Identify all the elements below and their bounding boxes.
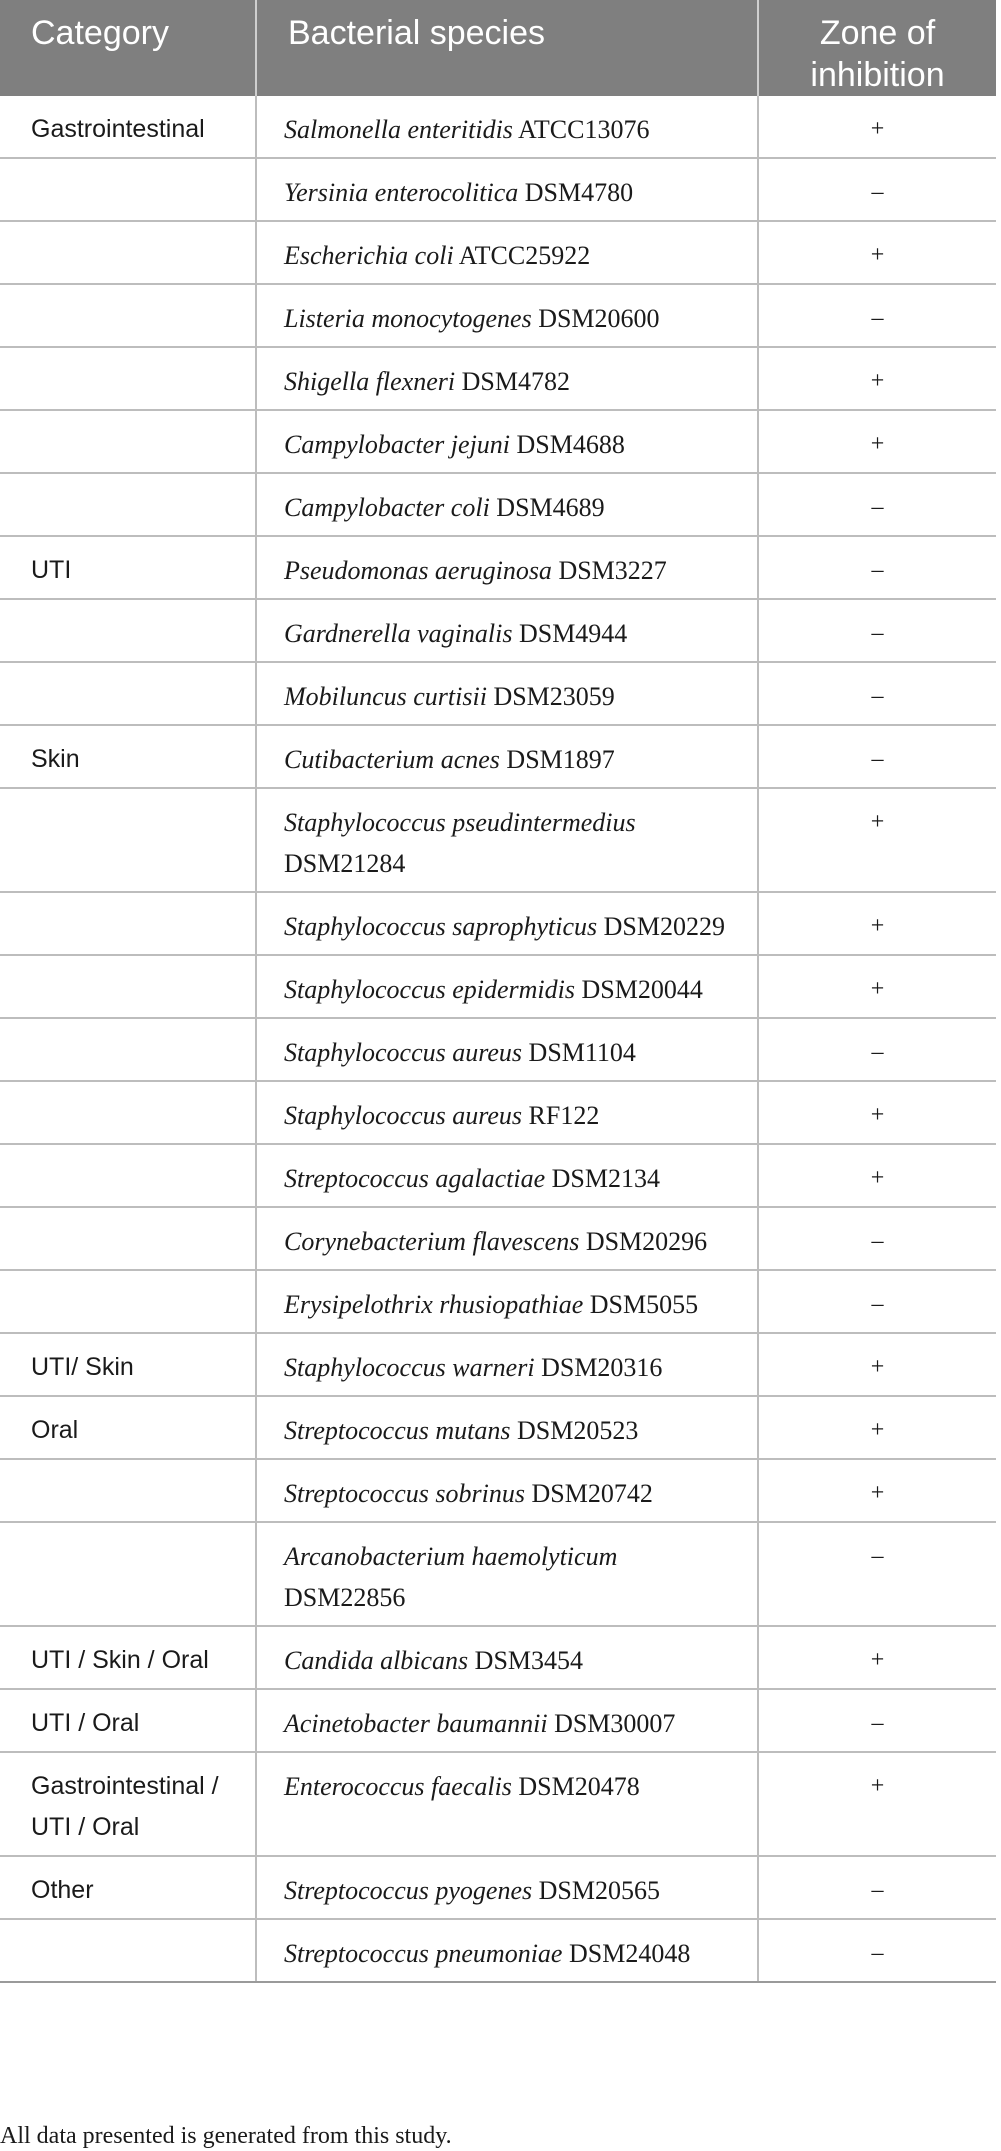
- zone-cell: –: [758, 725, 996, 788]
- species-cell: [256, 410, 758, 473]
- species-cell: [256, 1689, 758, 1752]
- table-row: [0, 892, 996, 955]
- category-cell: Skin: [0, 725, 256, 788]
- zone-cell: +: [758, 1333, 996, 1396]
- species-name: Corynebacterium flavescens: [284, 1227, 580, 1256]
- strain-id: DSM22856: [284, 1583, 406, 1612]
- zone-cell: –: [758, 1270, 996, 1333]
- species-cell: [256, 1522, 758, 1626]
- category-cell: [0, 1522, 256, 1626]
- strain-id: DSM1104: [528, 1038, 636, 1067]
- table-row: [0, 788, 996, 892]
- category-cell: [0, 347, 256, 410]
- zone-cell: –: [758, 1207, 996, 1270]
- species-name: Candida albicans: [284, 1646, 469, 1675]
- species-cell: [256, 1856, 758, 1919]
- zone-cell: –: [758, 158, 996, 221]
- species-cell: [256, 1396, 758, 1459]
- species-cell: [256, 662, 758, 725]
- strain-id: DSM20523: [517, 1416, 639, 1445]
- strain-id: DSM21284: [284, 849, 406, 878]
- strain-id: DSM4689: [496, 493, 605, 522]
- species-cell: [256, 1626, 758, 1689]
- zone-cell: –: [758, 1919, 996, 1982]
- species-cell: [256, 1018, 758, 1081]
- species-name: Streptococcus pneumoniae: [284, 1939, 563, 1968]
- species-cell: [256, 955, 758, 1018]
- table-row: [0, 1459, 996, 1522]
- zone-cell: +: [758, 96, 996, 158]
- species-cell: [256, 96, 758, 158]
- category-cell: [0, 1081, 256, 1144]
- zone-cell: –: [758, 662, 996, 725]
- table-row: [0, 1270, 996, 1333]
- category-cell: [0, 410, 256, 473]
- strain-id: DSM3454: [474, 1646, 584, 1675]
- zone-cell: +: [758, 1144, 996, 1207]
- species-name: Cutibacterium acnes: [284, 745, 500, 774]
- category-cell: Gastrointestinal / UTI / Oral: [0, 1752, 256, 1856]
- category-cell: [0, 1207, 256, 1270]
- table-row: [0, 473, 996, 536]
- table-row: [0, 1626, 996, 1689]
- table-row: [0, 599, 996, 662]
- table-row: [0, 1919, 996, 1982]
- table-row: [0, 536, 996, 599]
- species-name: Streptococcus pyogenes: [284, 1876, 533, 1905]
- species-name: Enterococcus faecalis: [284, 1772, 512, 1801]
- table-row: [0, 1018, 996, 1081]
- species-name: Campylobacter coli: [284, 493, 490, 522]
- category-cell: [0, 1919, 256, 1982]
- table-row: [0, 955, 996, 1018]
- category-cell: Gastrointestinal: [0, 96, 256, 158]
- table-row: [0, 662, 996, 725]
- species-name: Erysipelothrix rhusiopathiae: [284, 1290, 584, 1319]
- zone-cell: +: [758, 221, 996, 284]
- species-name: Streptococcus agalactiae: [284, 1164, 546, 1193]
- category-cell: [0, 662, 256, 725]
- species-cell: [256, 1459, 758, 1522]
- zone-cell: +: [758, 788, 996, 892]
- category-cell: [0, 1018, 256, 1081]
- strain-id: DSM24048: [568, 1939, 691, 1968]
- species-cell: [256, 1333, 758, 1396]
- strain-id: DSM20478: [518, 1772, 640, 1801]
- species-name: Escherichia coli: [284, 241, 454, 270]
- species-name: Yersinia enterocolitica: [284, 178, 519, 207]
- zone-cell: +: [758, 1626, 996, 1689]
- strain-id: DSM4688: [516, 430, 625, 459]
- category-cell: [0, 599, 256, 662]
- species-name: Mobiluncus curtisii: [284, 682, 487, 711]
- table-row: [0, 158, 996, 221]
- table-row: [0, 1207, 996, 1270]
- table-row: [0, 1689, 996, 1752]
- table-row: [0, 1333, 996, 1396]
- category-cell: [0, 158, 256, 221]
- species-name: Shigella flexneri: [284, 367, 456, 396]
- strain-id: DSM20600: [538, 304, 660, 333]
- strain-id: DSM20565: [538, 1876, 660, 1905]
- strain-id: DSM2134: [551, 1164, 660, 1193]
- zone-cell: +: [758, 1459, 996, 1522]
- category-cell: Other: [0, 1856, 256, 1919]
- zone-cell: –: [758, 1522, 996, 1626]
- table-row: [0, 284, 996, 347]
- strain-id: DSM3227: [558, 556, 667, 585]
- species-name: Streptococcus mutans: [284, 1416, 511, 1445]
- strain-id: ATCC13076: [518, 115, 650, 144]
- species-cell: [256, 892, 758, 955]
- species-name: Gardnerella vaginalis: [284, 619, 513, 648]
- table-row: [0, 96, 996, 158]
- category-cell: UTI: [0, 536, 256, 599]
- table-row: [0, 725, 996, 788]
- table-row: [0, 1856, 996, 1919]
- species-name: Streptococcus sobrinus: [284, 1479, 525, 1508]
- species-name: Staphylococcus aureus: [284, 1101, 523, 1130]
- zone-cell: –: [758, 473, 996, 536]
- table-row: [0, 1081, 996, 1144]
- strain-id: DSM30007: [554, 1709, 676, 1738]
- header-species: Bacterial species: [256, 0, 758, 96]
- strain-id: DSM4782: [461, 367, 570, 396]
- table-row: [0, 1752, 996, 1856]
- table-header: [0, 0, 996, 96]
- category-cell: [0, 955, 256, 1018]
- zone-cell: +: [758, 1081, 996, 1144]
- strain-id: DSM20296: [585, 1227, 708, 1256]
- strain-id: ATCC25922: [458, 241, 591, 270]
- species-cell: [256, 725, 758, 788]
- strain-id: DSM5055: [589, 1290, 699, 1319]
- species-name: Pseudomonas aeruginosa: [284, 556, 552, 585]
- header-row: [0, 0, 996, 96]
- category-cell: [0, 1144, 256, 1207]
- strain-id: DSM20742: [531, 1479, 653, 1508]
- species-cell: [256, 788, 758, 892]
- species-cell: [256, 599, 758, 662]
- header-zone: Zone of inhibition: [758, 0, 996, 96]
- zone-cell: –: [758, 1856, 996, 1919]
- strain-id: DSM4780: [524, 178, 634, 207]
- zone-cell: +: [758, 955, 996, 1018]
- zone-cell: +: [758, 410, 996, 473]
- species-cell: [256, 1752, 758, 1856]
- species-name: Acinetobacter baumannii: [284, 1709, 548, 1738]
- category-cell: [0, 892, 256, 955]
- species-cell: [256, 1919, 758, 1982]
- strain-id: DSM4944: [518, 619, 628, 648]
- zone-cell: +: [758, 1396, 996, 1459]
- table-row: [0, 1144, 996, 1207]
- zone-cell: +: [758, 1752, 996, 1856]
- zone-cell: –: [758, 1018, 996, 1081]
- zone-cell: –: [758, 284, 996, 347]
- table-row: [0, 1522, 996, 1626]
- category-cell: UTI/ Skin: [0, 1333, 256, 1396]
- zone-cell: –: [758, 1689, 996, 1752]
- table-row: [0, 221, 996, 284]
- species-name: Listeria monocytogenes: [284, 304, 532, 333]
- species-cell: [256, 1270, 758, 1333]
- strain-id: RF122: [528, 1101, 600, 1130]
- zone-cell: +: [758, 347, 996, 410]
- species-name: Arcanobacterium haemolyticum: [284, 1542, 618, 1571]
- strain-id: DSM20229: [603, 912, 726, 941]
- strain-id: DSM20044: [581, 975, 703, 1004]
- strain-id: DSM1897: [506, 745, 615, 774]
- species-cell: [256, 221, 758, 284]
- species-cell: [256, 284, 758, 347]
- header-category: Category: [0, 0, 256, 96]
- table-body: [0, 96, 996, 1982]
- category-cell: UTI / Oral: [0, 1689, 256, 1752]
- zone-cell: –: [758, 599, 996, 662]
- category-cell: Oral: [0, 1396, 256, 1459]
- table-row: [0, 347, 996, 410]
- table-row: [0, 410, 996, 473]
- species-name: Staphylococcus aureus: [284, 1038, 523, 1067]
- species-cell: [256, 473, 758, 536]
- species-cell: [256, 1207, 758, 1270]
- category-cell: [0, 473, 256, 536]
- species-name: Staphylococcus epidermidis: [284, 975, 575, 1004]
- category-cell: [0, 788, 256, 892]
- species-cell: [256, 158, 758, 221]
- species-name: Campylobacter jejuni: [284, 430, 511, 459]
- table-footnote: All data presented is generated from this study.: [0, 2123, 452, 2149]
- species-name: Staphylococcus warneri: [284, 1353, 535, 1382]
- zone-cell: +: [758, 892, 996, 955]
- species-cell: [256, 347, 758, 410]
- table-row: [0, 1396, 996, 1459]
- species-cell: [256, 536, 758, 599]
- species-name: Staphylococcus saprophyticus: [284, 912, 598, 941]
- zone-cell: –: [758, 536, 996, 599]
- species-name: Staphylococcus pseudintermedius: [284, 808, 636, 837]
- species-cell: [256, 1144, 758, 1207]
- category-cell: [0, 284, 256, 347]
- category-cell: UTI / Skin / Oral: [0, 1626, 256, 1689]
- species-cell: [256, 1081, 758, 1144]
- species-name: Salmonella enteritidis: [284, 115, 513, 144]
- category-cell: [0, 1459, 256, 1522]
- strain-id: DSM23059: [493, 682, 615, 711]
- category-cell: [0, 221, 256, 284]
- category-cell: [0, 1270, 256, 1333]
- strain-id: DSM20316: [541, 1353, 663, 1382]
